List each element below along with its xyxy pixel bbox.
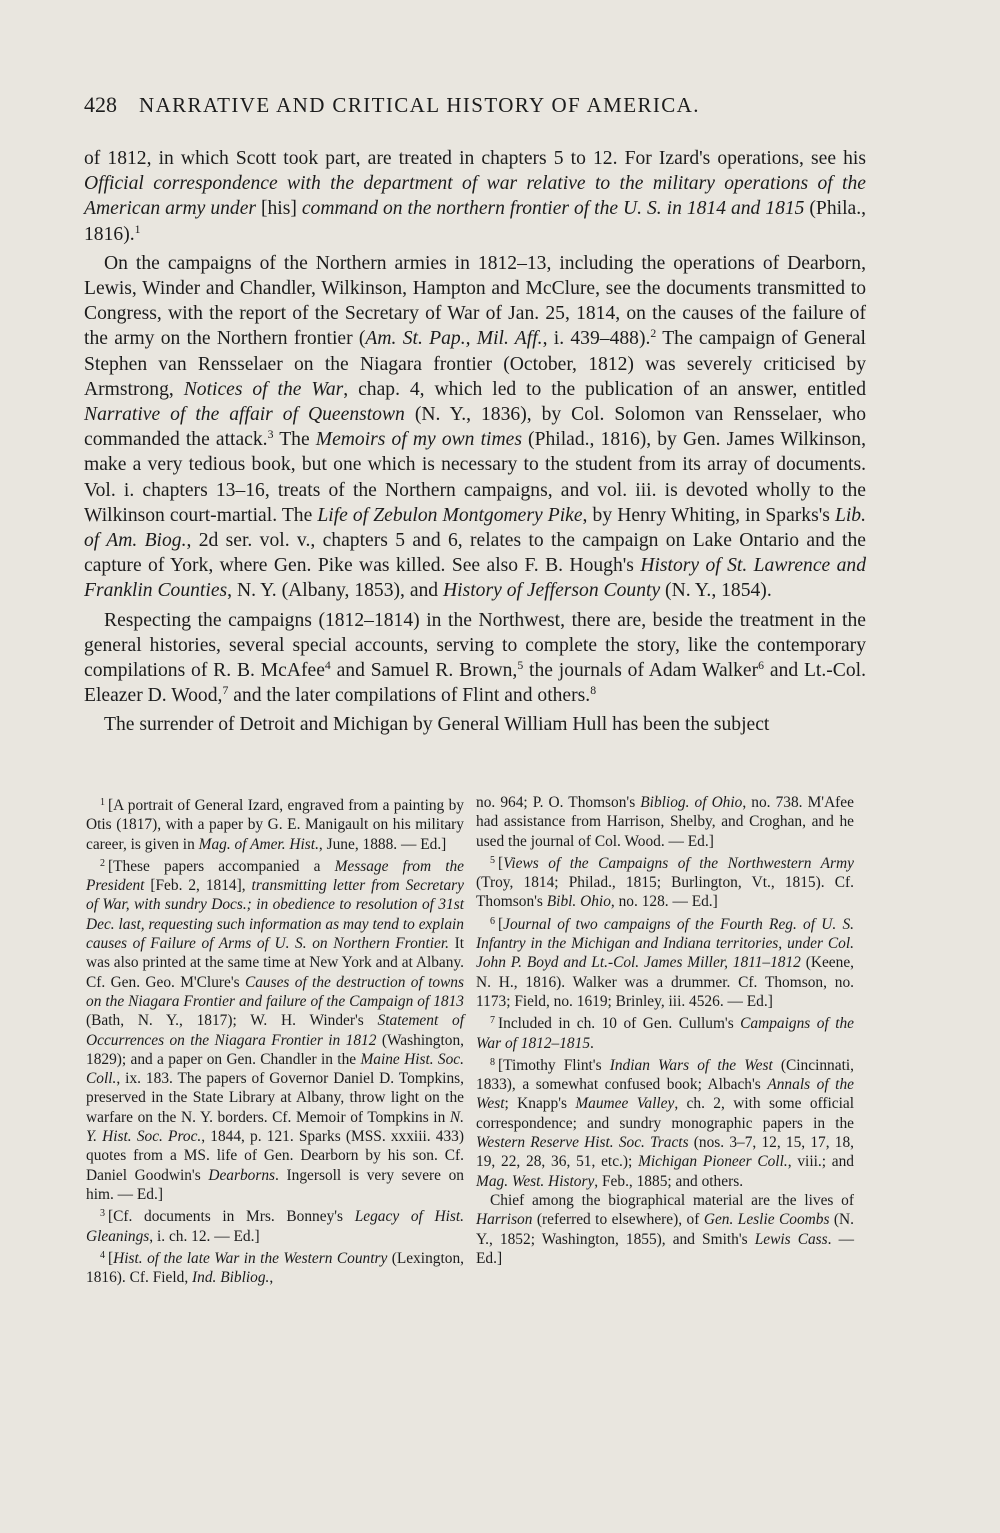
footnote: $^1$ [A portrait of General Izard, engraved from a painting by Otis (1817), with a paper by G. E. Manigault on his military career, is given in Mag. of Amer. Hist., June, 1888. — Ed.] bbox=[86, 797, 464, 853]
main-text bbox=[84, 146, 866, 738]
footnote: $^7$ Included in ch. 10 of Gen. Cullum's Campaigns of the War of 1812–1815. bbox=[476, 1015, 855, 1052]
footnote: $^4$ [Hist. of the late War in the Western Country (Lexington, 1816). Cf. Field, Ind. Bibliog., bbox=[86, 1249, 464, 1287]
footnote-ref: 1 bbox=[134, 222, 141, 236]
footnote: $^8$ [Timothy Flint's Indian Wars of the West (Cincinnati, 1833), a somewhat confused book; Albach's Annals of the West; Knapp's Maumee Valley, ch. 2, with some official correspondence; and sundry monographic papers in the Western Reserve Hist. Soc. Tracts (nos. 3–7, 12, 15, 17, 18, 19, 22, 28, 36, 51, etc.); Michigan Pioneer Coll., viii.; and Mag. West. History, Feb., 1885; and others. bbox=[476, 1056, 854, 1190]
paragraph: On the campaigns of the Northern armies in 1812–13, including the operations of Dearborn, Lewis, Winder and Chandler, Wilkinson, Hampton and McClure, see the documents transmitted to Congress, with the report of the Secretary of War of Jan. 25, 1814, on the causes of the failure of the army on the Northern frontier (Am. St. Pap., Mil. Aff., i. 439–488).$^2$ The campaign of General Stephen van Rensselaer on the Niagara frontier (October, 1812) was severely criticised by Armstrong, Notices of the War, chap. 4, which led to the publication of an answer, entitled Narrative of the affair of Queenstown (N. Y., 1836), by Col. Solomon van Rensselaer, who commanded the attack.$^3$ The Memoirs of my own times (Philad., 1816), by Gen. James Wilkinson, make a very tedious book, but one which is necessary to the student from its array of documents. Vol. i. chapters 13–16, treats of the Northern campaigns, and vol. iii. is devoted wholly to the Wilkinson court-martial. The Life of Zebulon Montgomery Pike, by Henry Whiting, in Sparks's Lib. of Am. Biog., 2d ser. vol. v., chapters 5 and 6, relates to the campaign on Lake Ontario and the capture of York, where Gen. Pike was killed. See also F. B. Hough's History of St. Lawrence and Franklin Counties, N. Y. (Albany, 1853), and History of Jefferson County (N. Y., 1854). bbox=[84, 252, 866, 602]
footnote-ref: 8 bbox=[590, 684, 597, 698]
footnote-ref: 7 bbox=[222, 684, 229, 698]
footnote-ref: 3 bbox=[267, 428, 274, 442]
running-header bbox=[84, 92, 884, 118]
footnote-ref: 6 bbox=[758, 659, 765, 673]
paragraph: Respecting the campaigns (1812–1814) in the Northwest, there are, beside the treatment in the general histories, several special accounts, serving to complete the story, like the contemporary compilations of R. B. McAfee$^4$ and Samuel R. Brown,$^5$ the journals of Adam Walker$^6$ and Lt.-Col. Eleazer D. Wood,$^7$ and the later compilations of Flint and others.$^8$ bbox=[84, 609, 867, 707]
footnote: $^3$ [Cf. documents in Mrs. Bonney's Legacy of Hist. Gleanings, i. ch. 12. — Ed.] bbox=[86, 1208, 464, 1245]
footnote-ref: 5 bbox=[517, 659, 524, 673]
paragraph: The surrender of Detroit and Michigan by General William Hull has been the subject bbox=[104, 714, 770, 736]
footnote: $^6$ [Journal of two campaigns of the Fourth Reg. of U. S. Infantry in the Michigan and Indiana territories, under Col. John P. Boyd and Lt.-Col. James Miller, 1811–1812 (Keene, N. H., 1816). Walker was a drummer. Cf. Thomson, no. 1173; Field, no. 1619; Brinley, iii. 4526. — Ed.] bbox=[476, 915, 854, 1010]
paragraph: of 1812, in which Scott took part, are treated in chapters 5 to 12. For Izard's operations, see his Official correspondence with the department of war relative to the military operations of the American army under [his] command on the northern frontier of the U. S. in 1814 and 1815 (Phila., 1816).$^1$ bbox=[84, 148, 867, 245]
footnote: Chief among the biographical material are the lives of Harrison (referred to elsewhere), of Gen. Leslie Coombs (N. Y., 1852; Washington, 1855), and Smith's Lewis Cass. — Ed.] bbox=[476, 1191, 855, 1267]
footnotes-left-column bbox=[86, 793, 464, 1287]
running-title: NARRATIVE AND CRITICAL HISTORY OF AMERICA. bbox=[139, 93, 700, 117]
page-number: 428 bbox=[84, 92, 117, 117]
footnote-ref: 4 bbox=[324, 659, 331, 673]
footnote: $^5$ [Views of the Campaigns of the Northwestern Army (Troy, 1814; Philad., 1815; Burlington, Vt., 1815). Cf. Thomson's Bibl. Ohio, no. 128. — Ed.] bbox=[476, 854, 854, 911]
footnote: no. 964; P. O. Thomson's Bibliog. of Ohio, no. 738. M'Afee had assistance from Harrison, Shelby, and Croghan, and he used the journal of Col. Wood. — Ed.] bbox=[476, 794, 854, 850]
footnote-ref: 2 bbox=[650, 327, 657, 341]
footnote: $^2$ [These papers accompanied a Message from the President [Feb. 2, 1814], transmitting letter from Secretary of War, with sundry Docs.; in obedience to resolution of 31st Dec. last, requesting such information as may tend to explain causes of Failure of Arms of U. S. on Northern Frontier. It was also printed at the same time at New York and at Albany. Cf. Gen. Geo. M'Clure's Causes of the destruction of towns on the Niagara Frontier and failure of the Campaign of 1813 (Bath, N. Y., 1817); W. H. Winder's Statement of Occurrences on the Niagara Frontier in 1812 (Washington, 1829); and a paper on Gen. Chandler in the Maine Hist. Soc. Coll., ix. 183. The papers of Governor Daniel D. Tompkins, preserved in the State Library at Albany, throw light on the warfare on the N. Y. borders. Cf. Memoir of Tompkins in N. Y. Hist. Soc. Proc., 1844, p. 121. Sparks (MSS. xxxiii. 433) quotes from a MS. life of Gen. Dearborn by his son. Cf. Daniel Goodwin's Dearborns. Ingersoll is very severe on him. — Ed.] bbox=[86, 857, 465, 1203]
footnotes-right-column bbox=[476, 793, 854, 1268]
